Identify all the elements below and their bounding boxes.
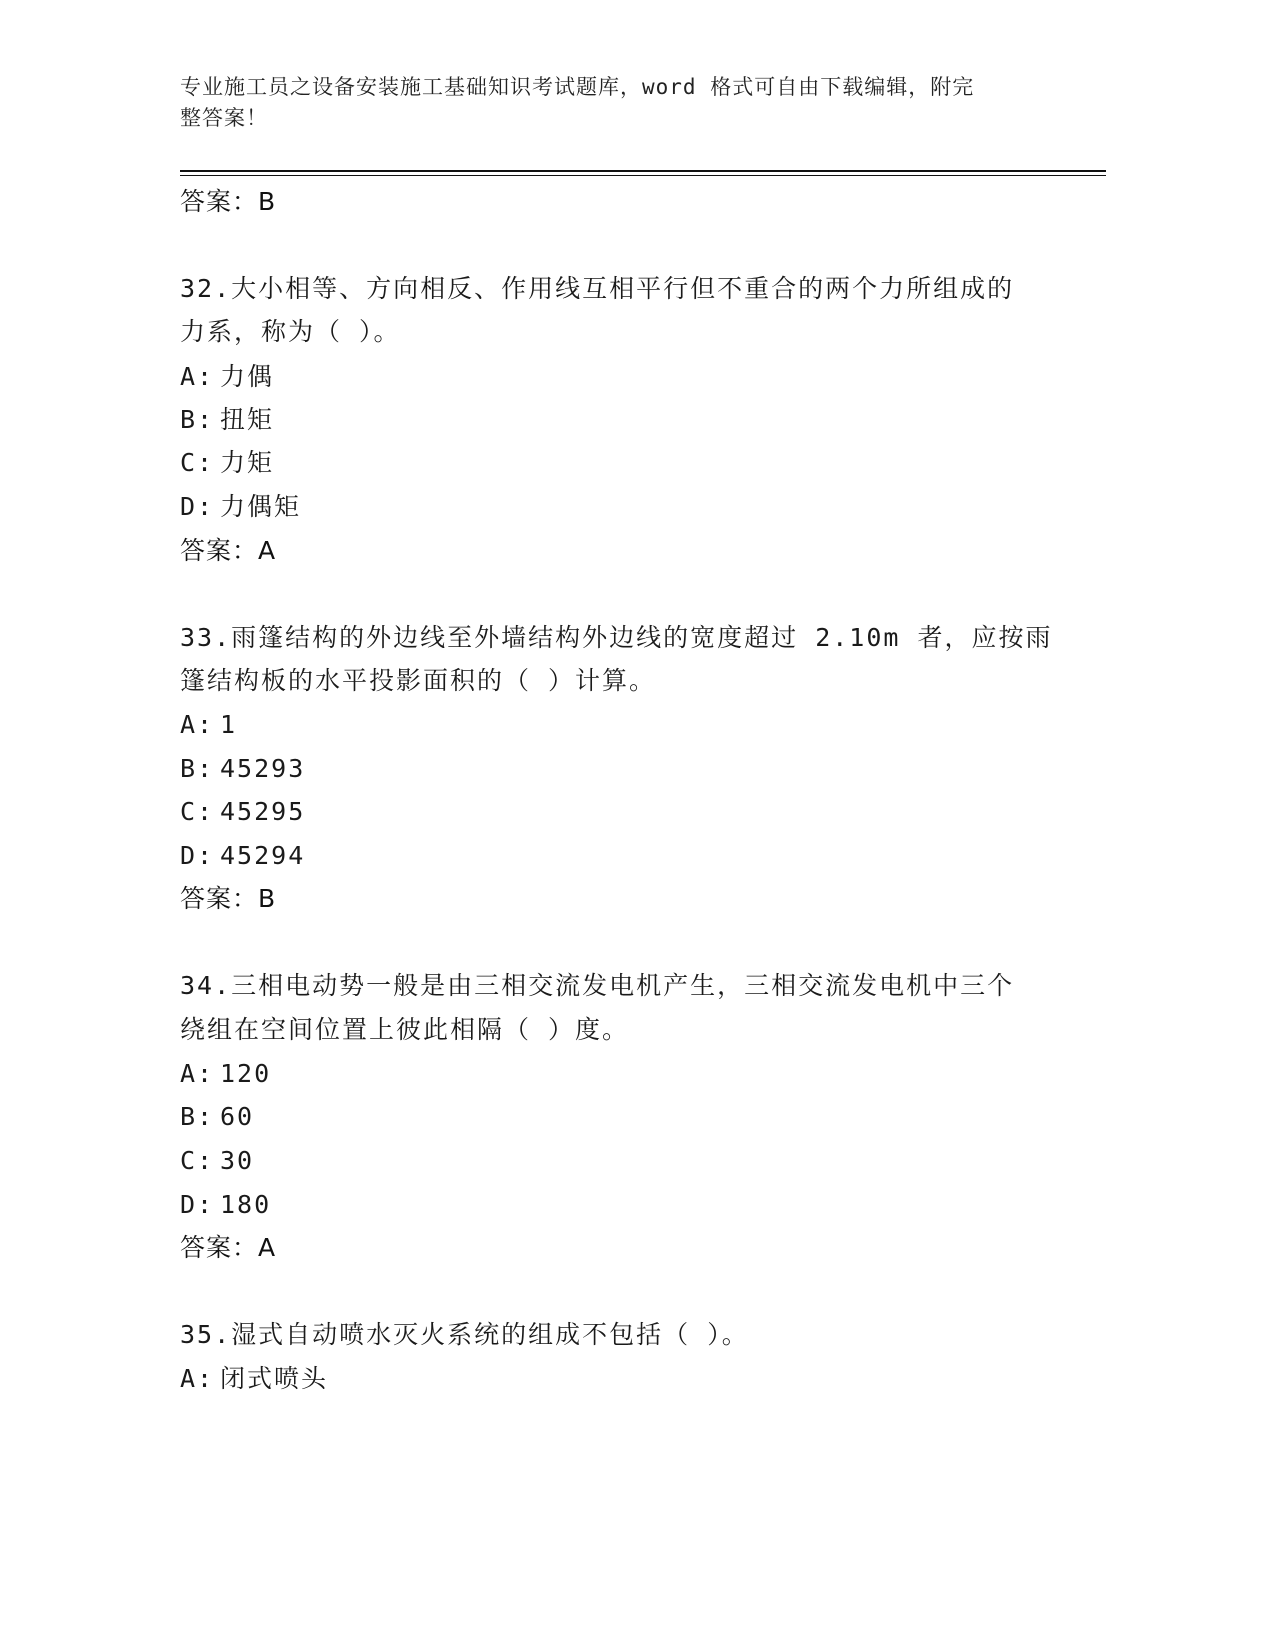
- option-letter: C:: [180, 1146, 215, 1175]
- question-32-stem-line-1: 32.大小相等、方向相反、作用线互相平行但不重合的两个力所组成的: [180, 274, 1015, 303]
- question-33-stem-line-2: 篷结构板的水平投影面积的（ ）计算。: [180, 666, 657, 695]
- question-33-option-b: [180, 754, 305, 784]
- option-letter: D:: [180, 1190, 215, 1219]
- question-34-answer: 答案：A: [180, 1233, 277, 1262]
- question-33-option-a: [180, 710, 237, 740]
- option-letter: A:: [180, 1364, 215, 1393]
- question-33-answer: 答案：B: [180, 884, 277, 913]
- question-32-option-a: [180, 362, 274, 392]
- option-text: 闭式喷头: [220, 1364, 329, 1393]
- question-33-option-d: [180, 841, 305, 871]
- option-text: 180: [220, 1190, 272, 1219]
- option-text: 力偶矩: [220, 492, 302, 521]
- question-34-option-b: [180, 1102, 254, 1132]
- option-letter: B:: [180, 405, 215, 434]
- header-line-2: 整答案！: [180, 106, 268, 130]
- option-text: 30: [220, 1146, 255, 1175]
- question-34-stem-line-2: 绕组在空间位置上彼此相隔（ ）度。: [180, 1015, 630, 1044]
- question-35-stem-line-1: 35.湿式自动喷水灭火系统的组成不包括（ ）。: [180, 1320, 749, 1349]
- option-text: 扭矩: [220, 405, 275, 434]
- header-divider-thin: [180, 175, 1106, 176]
- option-letter: C:: [180, 448, 215, 477]
- option-text: 45295: [220, 797, 306, 826]
- question-32-answer: 答案：A: [180, 536, 277, 565]
- question-34-option-c: [180, 1146, 254, 1176]
- option-letter: A:: [180, 362, 215, 391]
- header-divider: [180, 170, 1106, 172]
- option-letter: D:: [180, 492, 215, 521]
- question-35-option-a: [180, 1364, 328, 1394]
- option-text: 45293: [220, 754, 306, 783]
- option-letter: B:: [180, 754, 215, 783]
- option-text: 1: [220, 710, 238, 739]
- question-32-option-b: [180, 405, 274, 435]
- option-text: 60: [220, 1102, 255, 1131]
- option-text: 45294: [220, 841, 306, 870]
- option-text: 120: [220, 1059, 272, 1088]
- option-text: 力矩: [220, 448, 275, 477]
- question-34-stem-line-1: 34.三相电动势一般是由三相交流发电机产生，三相交流发电机中三个: [180, 971, 1015, 1000]
- question-34-option-a: [180, 1059, 271, 1089]
- option-letter: C:: [180, 797, 215, 826]
- document-header: [180, 72, 1060, 134]
- header-line-1: 专业施工员之设备安装施工基础知识考试题库，word 格式可自由下载编辑，附完: [180, 75, 975, 99]
- previous-answer: 答案：B: [180, 187, 277, 216]
- question-33-option-c: [180, 797, 305, 827]
- question-34-option-d: [180, 1190, 271, 1220]
- option-text: 力偶: [220, 362, 275, 391]
- question-32-option-d: [180, 492, 301, 522]
- question-32-option-c: [180, 448, 274, 478]
- option-letter: B:: [180, 1102, 215, 1131]
- option-letter: A:: [180, 710, 215, 739]
- question-33-stem-line-1: 33.雨篷结构的外边线至外墙结构外边线的宽度超过 2.10m 者，应按雨: [180, 623, 1053, 652]
- option-letter: D:: [180, 841, 215, 870]
- option-letter: A:: [180, 1059, 215, 1088]
- question-32-stem-line-2: 力系，称为（ ）。: [180, 317, 401, 346]
